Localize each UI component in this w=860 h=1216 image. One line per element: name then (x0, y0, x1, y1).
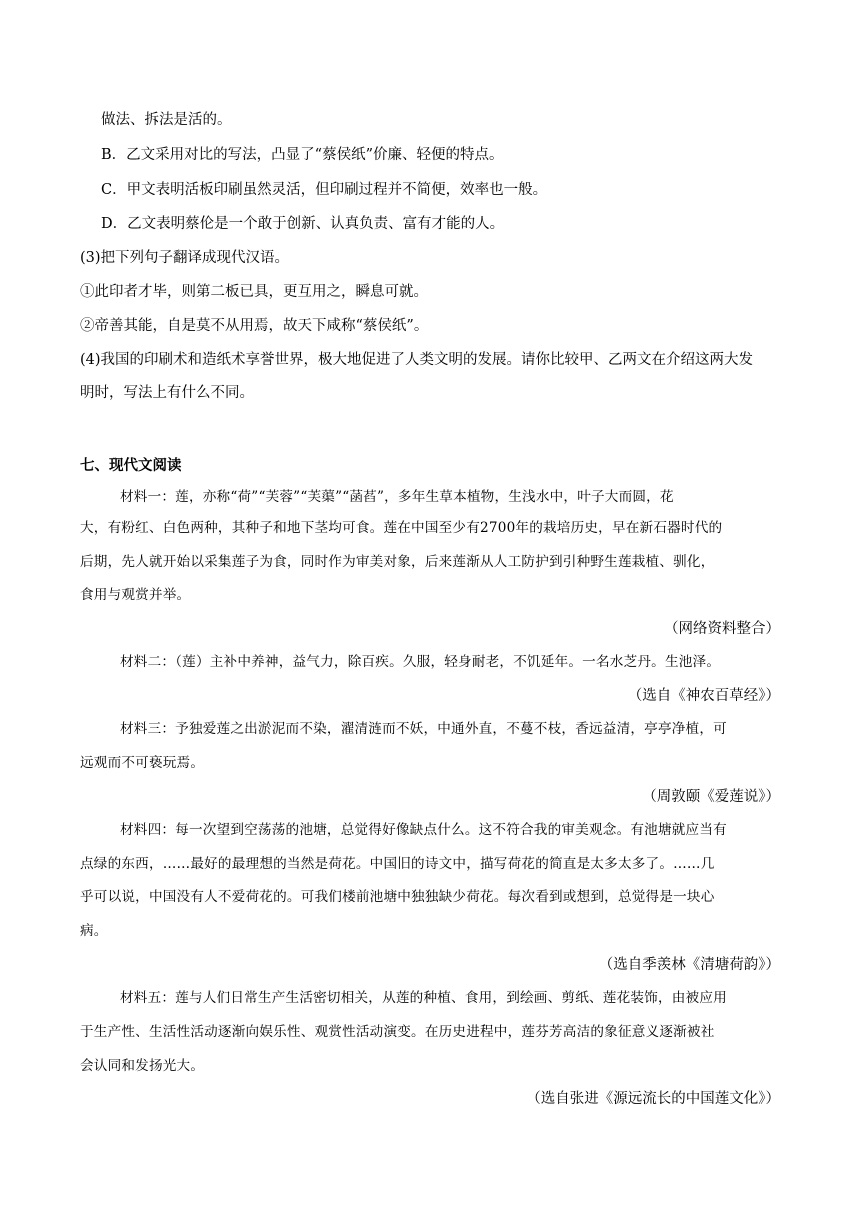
question-3: (3)把下列句子翻译成现代汉语。 (80, 250, 290, 266)
material-3-line-2: 远观而不可亵玩焉。 (80, 755, 205, 771)
material-3-line-1: 材料三：予独爱莲之出淤泥而不染，濯清涟而不妖，中通外直，不蔓不枝，香远益清，亭亭净植，可 (120, 721, 727, 737)
material-4-line-2: 点绿的东西，……最好的最理想的当然是荷花。中国旧的诗文中，描写荷花的简直是太多太多了。……几 (80, 856, 715, 872)
material-5-line-2: 于生产性、生活性活动逐渐向娱乐性、观赏性活动演变。在历史进程中，莲芬芳高洁的象征意义逐渐被社 (80, 1024, 715, 1040)
material-4-line-4: 病。 (80, 923, 108, 939)
question-3-sentence-2: ②帝善其能，自是莫不从用焉，故天下咸称“蔡侯纸”。 (80, 318, 429, 334)
material-5-line-3: 会认同和发扬光大。 (80, 1058, 205, 1074)
material-4-line-1: 材料四：每一次望到空荡荡的池塘，总觉得好像缺点什么。这不符合我的审美观念。有池塘就应当有 (120, 822, 727, 838)
material-4-source: （选自季羡林《清塘荷韵》） (598, 957, 780, 973)
material-5-line-1: 材料五：莲与人们日常生产生活密切相关，从莲的种植、食用，到绘画、剪纸、莲花装饰，由被应用 (120, 990, 727, 1006)
material-1-source: （网络资料整合） (664, 621, 780, 637)
material-3-source: （周敦颐《爱莲说》） (642, 789, 780, 805)
option-b: B．乙文采用对比的写法，凸显了“蔡侯纸”价廉、轻便的特点。 (101, 147, 504, 163)
material-1-line-1: 材料一：莲，亦称“荷”“芙蓉”“芙蕖”“菡萏”，多年生草本植物，生浅水中，叶子大而圆，花 (120, 489, 674, 505)
option-a-continuation: 做法、拆法是活的。 (101, 112, 232, 128)
question-4-line-2: 明时，写法上有什么不同。 (80, 385, 254, 401)
material-2-line-1: 材料二：（莲）主补中养神，益气力，除百疾。久服，轻身耐老，不饥延年。一名水芝丹。生池泽。 (120, 654, 721, 670)
material-5-source: （选自张进《源远流长的中国莲文化》） (526, 1091, 780, 1107)
material-1-line-2: 大，有粉红、白色两种，其种子和地下茎均可食。莲在中国至少有2700年的栽培历史，早在新石器时代的 (80, 520, 723, 536)
section-heading: 七、现代文阅读 (80, 458, 182, 474)
option-c: C．甲文表明活板印刷虽然灵活，但印刷过程并不简便，效率也一般。 (101, 182, 548, 198)
question-3-sentence-1: ①此印者才毕，则第二板已具，更互用之，瞬息可就。 (80, 284, 428, 300)
question-4-line-1: (4)我国的印刷术和造纸术享誉世界，极大地促进了人类文明的发展。请你比较甲、乙两文在介绍这两大发 (80, 352, 754, 368)
material-2-source: （选自《神农百草经》） (627, 688, 780, 704)
material-4-line-3: 乎可以说，中国没有人不爱荷花的。可我们楼前池塘中独独缺少荷花。每次看到或想到，总觉得是一块心 (80, 889, 715, 905)
material-1-line-4: 食用与观赏并举。 (80, 587, 191, 603)
material-1-line-3: 后期，先人就开始以采集莲子为食，同时作为审美对象，后来莲渐从人工防护到引种野生莲栽植、驯化， (80, 554, 715, 570)
option-d: D．乙文表明蔡伦是一个敢于创新、认真负责、富有才能的人。 (101, 216, 505, 232)
